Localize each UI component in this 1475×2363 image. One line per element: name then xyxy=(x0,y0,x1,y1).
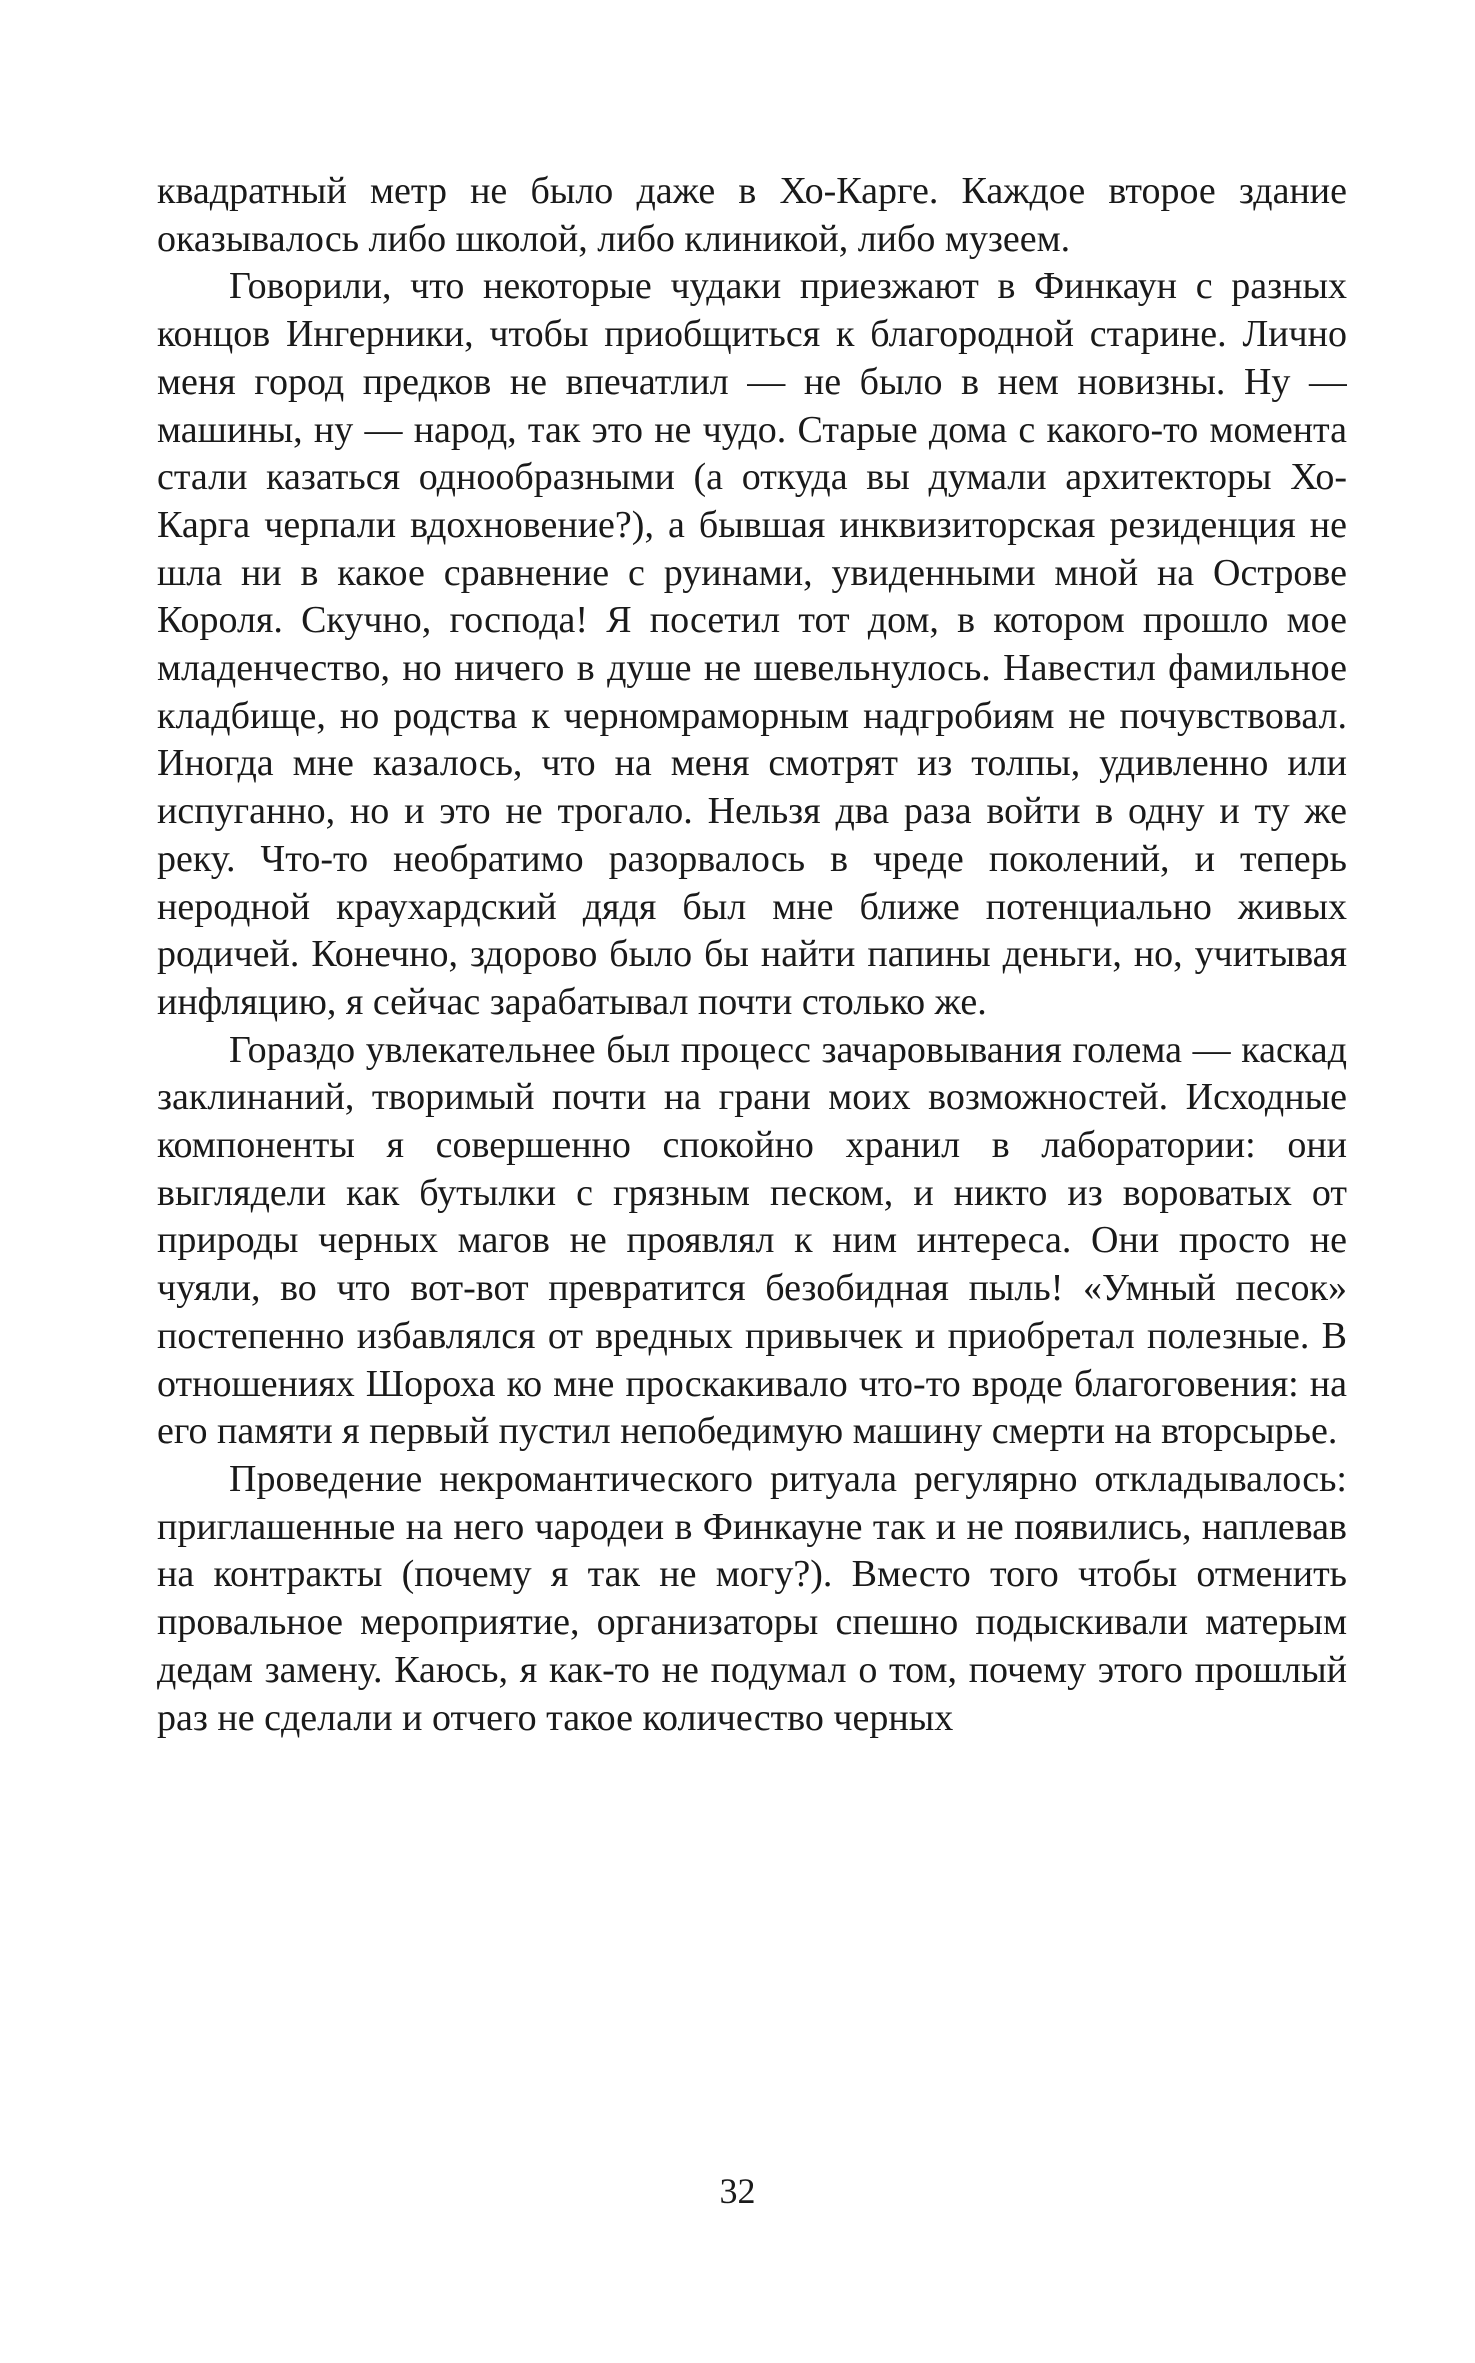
page-number: 32 xyxy=(719,2171,756,2211)
paragraph: Говорили, что некоторые чудаки приезжают в Финкаун с разных концов Ингерники, чтобы приобщиться к благородной старине. Лично меня город предков не впечатлил — не было в нем новизны. Ну — машины, ну — народ, так это не чудо. Старые дома с какого-то момента стали казаться однообразными (а откуда вы думали архитекторы Хо-Карга черпали вдохновение?), а бывшая инквизиторская резиденция не шла ни в какое сравнение с руинами, увиденными мной на Острове Короля. Скучно, господа! Я посетил тот дом, в котором прошло мое младенчество, но ничего в душе не шевельнулось. Навестил фамильное кладбище, но родства к черномраморным надгробиям не почувствовал. Иногда мне казалось, что на меня смотрят из толпы, удивленно или испуганно, но и это не трогало. Нельзя два раза войти в одну и ту же реку. Что-то необратимо разорвалось в чреде поколений, и теперь неродной краухардский дядя был мне ближе потенциально живых родичей. Конечно, здорово было бы найти папины деньги, но, учитывая инфляцию, я сейчас зарабатывал почти столько же. xyxy=(157,265,1347,1023)
body-text xyxy=(157,168,1347,2178)
paragraph: Проведение некромантического ритуала регулярно откладывалось: приглашенные на него чародеи в Финкауне так и не появились, наплевав на контракты (почему я так не могу?). Вместо того чтобы отменить провальное мероприятие, организаторы спешно подыскивали матерым дедам замену. Каюсь, я как-то не подумал о том, почему этого прошлый раз не сделали и отчего такое количество черных xyxy=(157,1457,1347,1739)
paragraph: Гораздо увлекательнее был процесс зачаровывания голема — каскад заклинаний, творимый почти на грани моих возможностей. Исходные компоненты я совершенно спокойно хранил в лаборатории: они выглядели как бутылки с грязным песком, и никто из вороватых от природы черных магов не проявлял к ним интереса. Они просто не чуяли, во что вот-вот превратится безобидная пыль! «Умный песок» постепенно избавлялся от вредных привычек и приобретал полезные. В отношениях Шороха ко мне проскакивало что-то вроде благоговения: на его памяти я первый пустил непобедимую машину смерти на вторсырье. xyxy=(157,1028,1347,1453)
paragraph-continuation: квадратный метр не было даже в Хо-Карге. Каждое второе здание оказывалось либо школой, либо клиникой, либо музеем. xyxy=(157,170,1347,260)
